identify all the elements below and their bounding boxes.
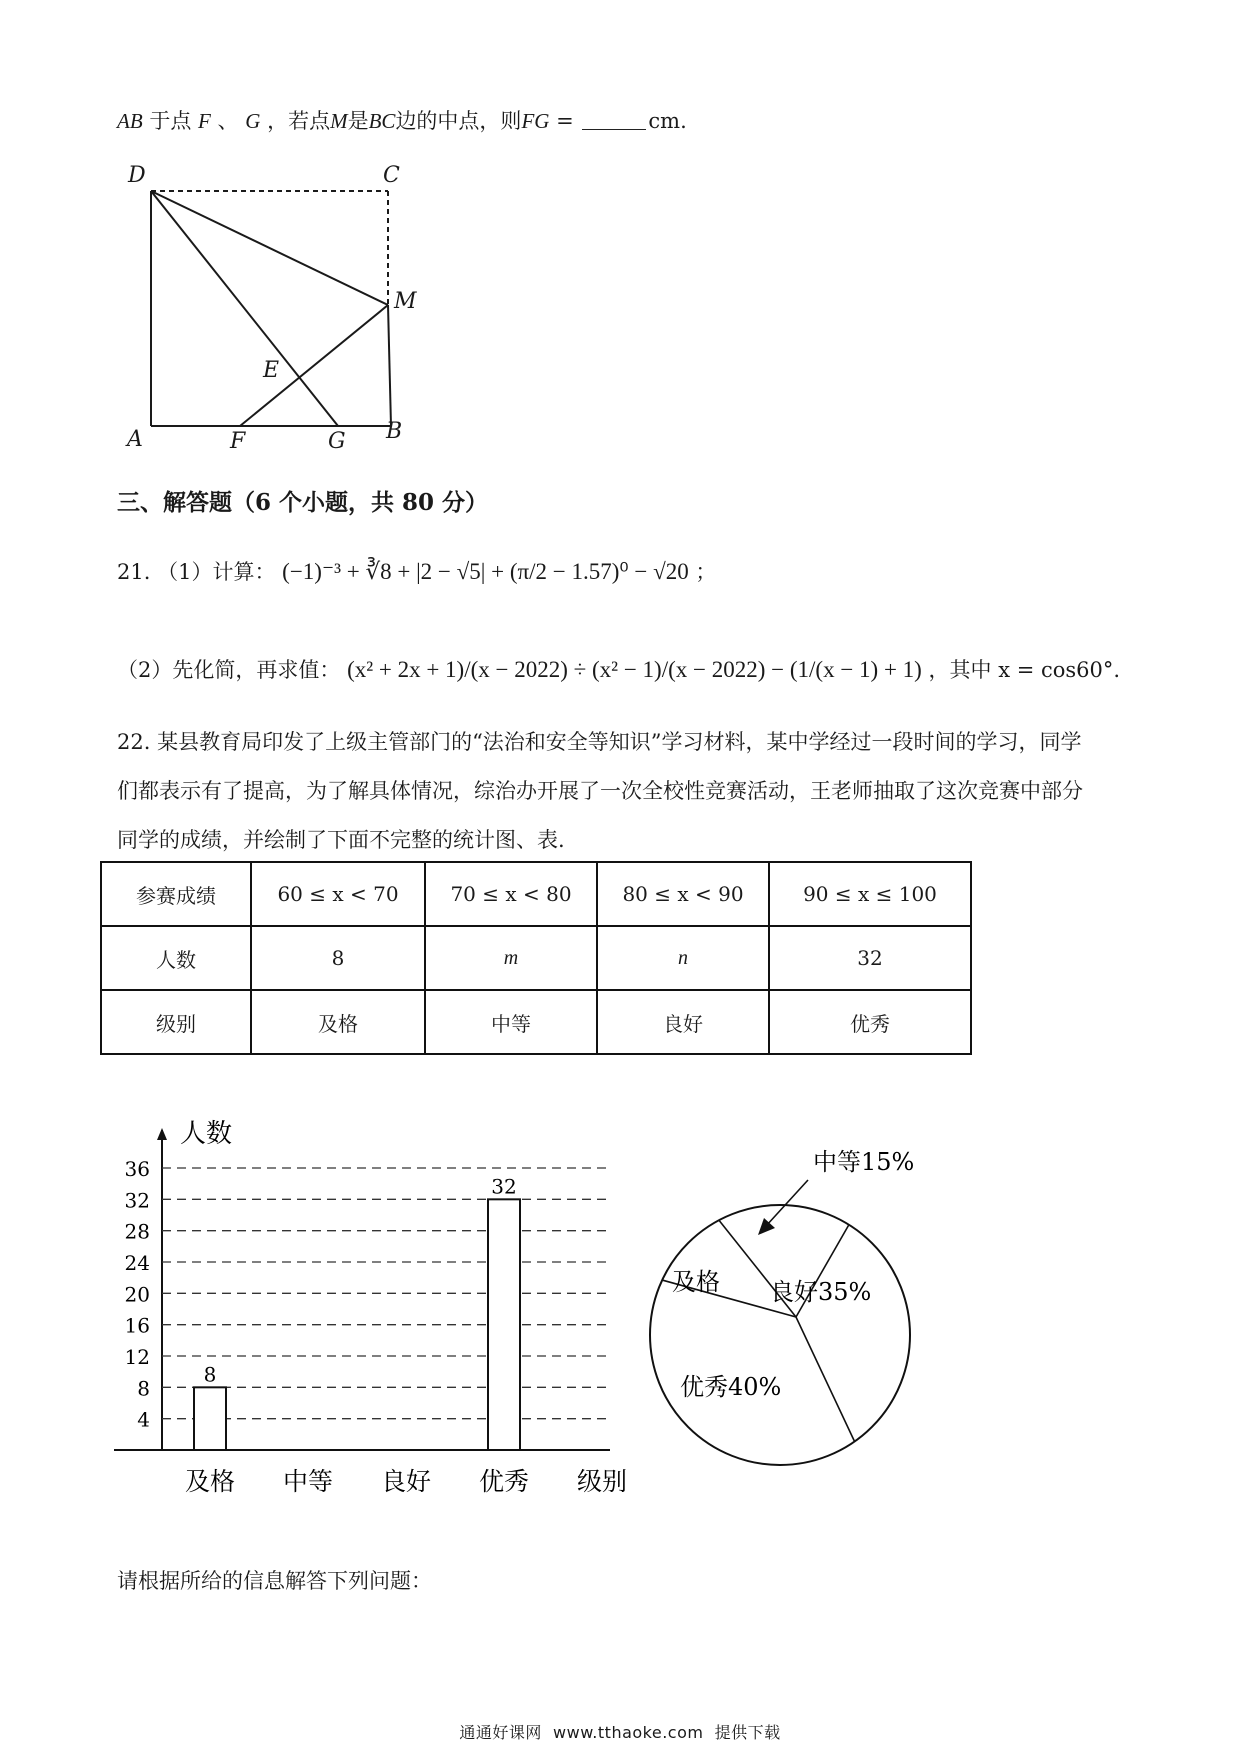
pie-slice-label: 中等15%	[813, 1148, 915, 1176]
bar-value-label: 32	[491, 1174, 517, 1199]
table-cell: 80 ≤ x < 90	[597, 862, 769, 926]
part-label: （1）计算：	[157, 560, 276, 584]
expression: (−1)⁻³ + ∛8 + |2 − √5| + (π/2 − 1.57)⁰ − √20	[282, 559, 689, 584]
table-cell: 8	[251, 926, 425, 990]
answer-prompt: 请根据所给的信息解答下列问题：	[117, 1569, 432, 1593]
x-tick-label: 中等	[282, 1467, 334, 1496]
geometry-figure	[118, 158, 428, 458]
table-cell: m	[425, 926, 597, 990]
x-tick-label: 及格	[184, 1467, 236, 1496]
label-d: D	[128, 163, 146, 188]
pie-chart	[630, 1140, 960, 1480]
y-tick-label: 4	[137, 1407, 150, 1432]
table-cell: 70 ≤ x < 80	[425, 862, 597, 926]
y-tick-label: 12	[124, 1345, 150, 1369]
pie-slice-label: 及格	[672, 1268, 720, 1296]
text: 边的中点，则	[395, 109, 522, 133]
q22-line-3: 同学的成绩，并绘制了下面不完整的统计图、表.	[117, 828, 565, 852]
pie-slice-label: 良好35%	[770, 1278, 872, 1306]
bar	[488, 1199, 520, 1450]
pie-slice-label: 优秀40%	[680, 1373, 782, 1401]
side-bm	[388, 305, 391, 426]
table-cell: n	[597, 926, 769, 990]
unit: cm.	[648, 109, 687, 133]
segment-fg: FG	[521, 109, 550, 133]
part-label: （2）先化简，再求值：	[117, 658, 341, 682]
table-cell: 参赛成绩	[101, 862, 251, 926]
y-tick-label: 16	[124, 1313, 150, 1338]
point-m: M	[330, 109, 348, 133]
table-cell: 中等	[425, 990, 597, 1054]
segment-bc: BC	[368, 109, 396, 133]
label-g: G	[328, 429, 346, 454]
x-tick-label: 优秀	[478, 1467, 530, 1496]
y-tick-label: 24	[124, 1251, 150, 1275]
condition: ，其中 x = cos60°.	[928, 658, 1121, 682]
pie-outline	[650, 1205, 910, 1465]
bar-chart	[100, 1100, 660, 1510]
table-cell: 良好	[597, 990, 769, 1054]
y-tick-label: 20	[124, 1282, 150, 1307]
table-cell: 及格	[251, 990, 425, 1054]
q20-tail-line	[117, 107, 687, 135]
table-cell: 60 ≤ x < 70	[251, 862, 425, 926]
question-number: 21.	[117, 560, 151, 584]
y-axis-arrow	[157, 1128, 167, 1140]
label-b: B	[386, 419, 403, 444]
score-table	[100, 861, 972, 1055]
expression: (x² + 2x + 1)/(x − 2022) ÷ (x² − 1)/(x − 2022) − (1/(x − 1) + 1)	[347, 657, 922, 682]
x-tick-label: 良好	[380, 1467, 432, 1496]
label-f: F	[230, 429, 246, 454]
y-tick-label: 32	[124, 1188, 150, 1213]
q22-line-1: 22. 某县教育局印发了上级主管部门的“法治和安全等知识”学习材料，某中学经过一段时间的学习，同学	[117, 730, 1082, 754]
table-cell: 32	[769, 926, 971, 990]
table-cell: 优秀	[769, 990, 971, 1054]
table-row	[101, 862, 971, 926]
table-row	[101, 990, 971, 1054]
label-e: E	[263, 358, 280, 383]
table-row	[101, 926, 971, 990]
q21-part2	[117, 656, 1120, 684]
table-cell: 90 ≤ x ≤ 100	[769, 862, 971, 926]
answer-blank	[582, 109, 646, 130]
label-c: C	[383, 163, 400, 188]
punct: ；	[695, 560, 717, 584]
y-tick-label: 36	[124, 1157, 150, 1181]
y-tick-label: 8	[137, 1376, 150, 1401]
text: 、	[217, 109, 239, 133]
section-heading: 三、解答题（6 个小题，共 80 分）	[117, 489, 489, 516]
text: 于点	[149, 109, 192, 133]
label-m: M	[394, 289, 417, 314]
y-axis-title: 人数	[180, 1119, 233, 1149]
equals: =	[556, 109, 574, 133]
segment-dg	[151, 191, 338, 426]
y-tick-label: 28	[124, 1219, 150, 1244]
bar	[194, 1387, 226, 1450]
table-cell: 人数	[101, 926, 251, 990]
q22-line-2: 们都表示有了提高，为了解具体情况，综治办开展了一次全校性竞赛活动，王老师抽取了这次竞赛中部分	[117, 779, 1083, 803]
text: ，若点	[267, 109, 331, 133]
q21-part1	[117, 558, 716, 586]
text: 是	[347, 109, 369, 133]
point-g: G	[245, 109, 261, 133]
label-a: A	[127, 427, 143, 452]
point-f: F	[198, 109, 211, 133]
table-cell: 级别	[101, 990, 251, 1054]
page-footer: 通通好课网 www.tthaoke.com 提供下载	[459, 1723, 781, 1742]
bar-value-label: 8	[203, 1362, 217, 1387]
segment-ab: AB	[117, 109, 143, 133]
segment-dm	[151, 191, 388, 305]
x-axis-title: 级别	[576, 1467, 628, 1496]
